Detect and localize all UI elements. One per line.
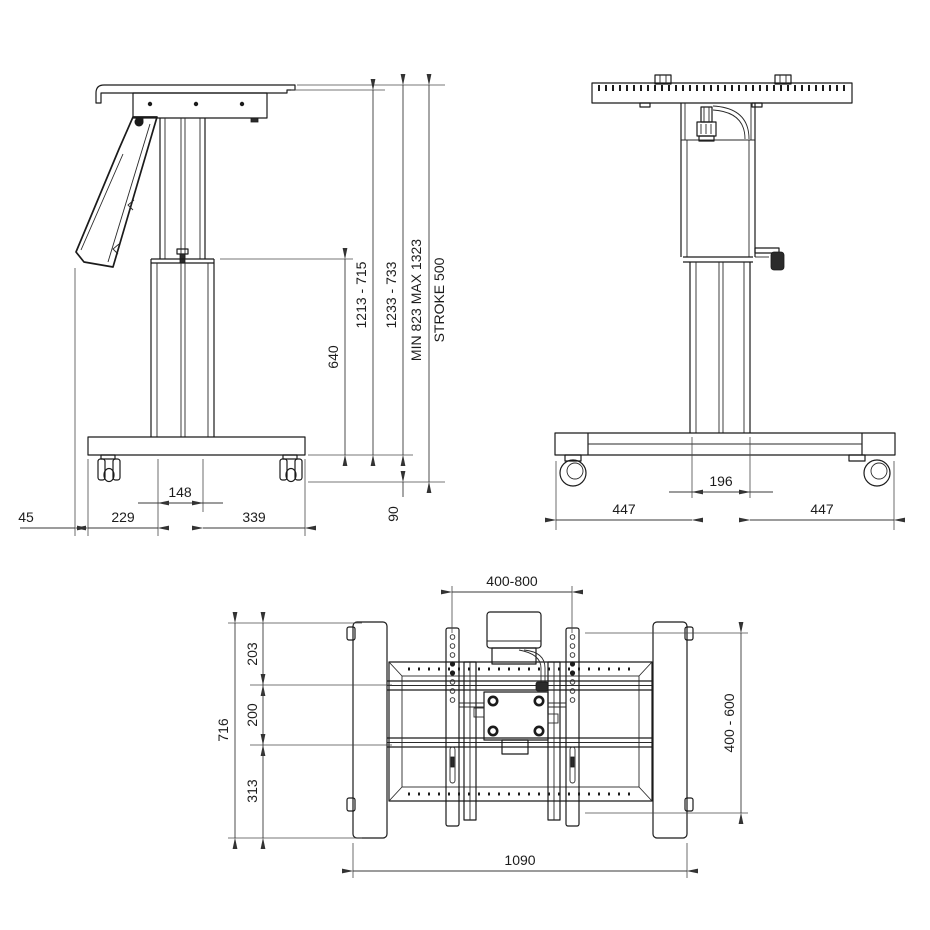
dim-label-447-left: 447	[612, 501, 636, 517]
dim-label-400-800: 400-800	[486, 573, 538, 589]
dim-label-203: 203	[244, 642, 260, 666]
dim-label-339: 339	[242, 509, 266, 525]
dim-label-1233-733: 1233 - 733	[383, 261, 399, 329]
dim-label-1213-715: 1213 - 715	[353, 261, 369, 329]
dim-label-400-600: 400 - 600	[721, 693, 737, 753]
dim-label-45: 45	[18, 509, 34, 525]
cable-connector	[536, 682, 548, 691]
dim-label-229: 229	[111, 509, 135, 525]
dim-label-716: 716	[215, 718, 231, 742]
dim-label-148: 148	[168, 484, 192, 500]
dim-label-90: 90	[385, 506, 401, 522]
tilt-pivot	[135, 118, 144, 127]
dim-label-200: 200	[244, 703, 260, 727]
dim-label-313: 313	[244, 779, 260, 803]
dim-label-447-right: 447	[810, 501, 834, 517]
dim-label-1090: 1090	[504, 852, 536, 868]
dim-label-196: 196	[709, 473, 733, 489]
dim-label-640: 640	[325, 345, 341, 369]
dim-label-stroke: STROKE 500	[431, 257, 447, 343]
dim-label-min-max-height: MIN 823 MAX 1323	[408, 238, 424, 362]
